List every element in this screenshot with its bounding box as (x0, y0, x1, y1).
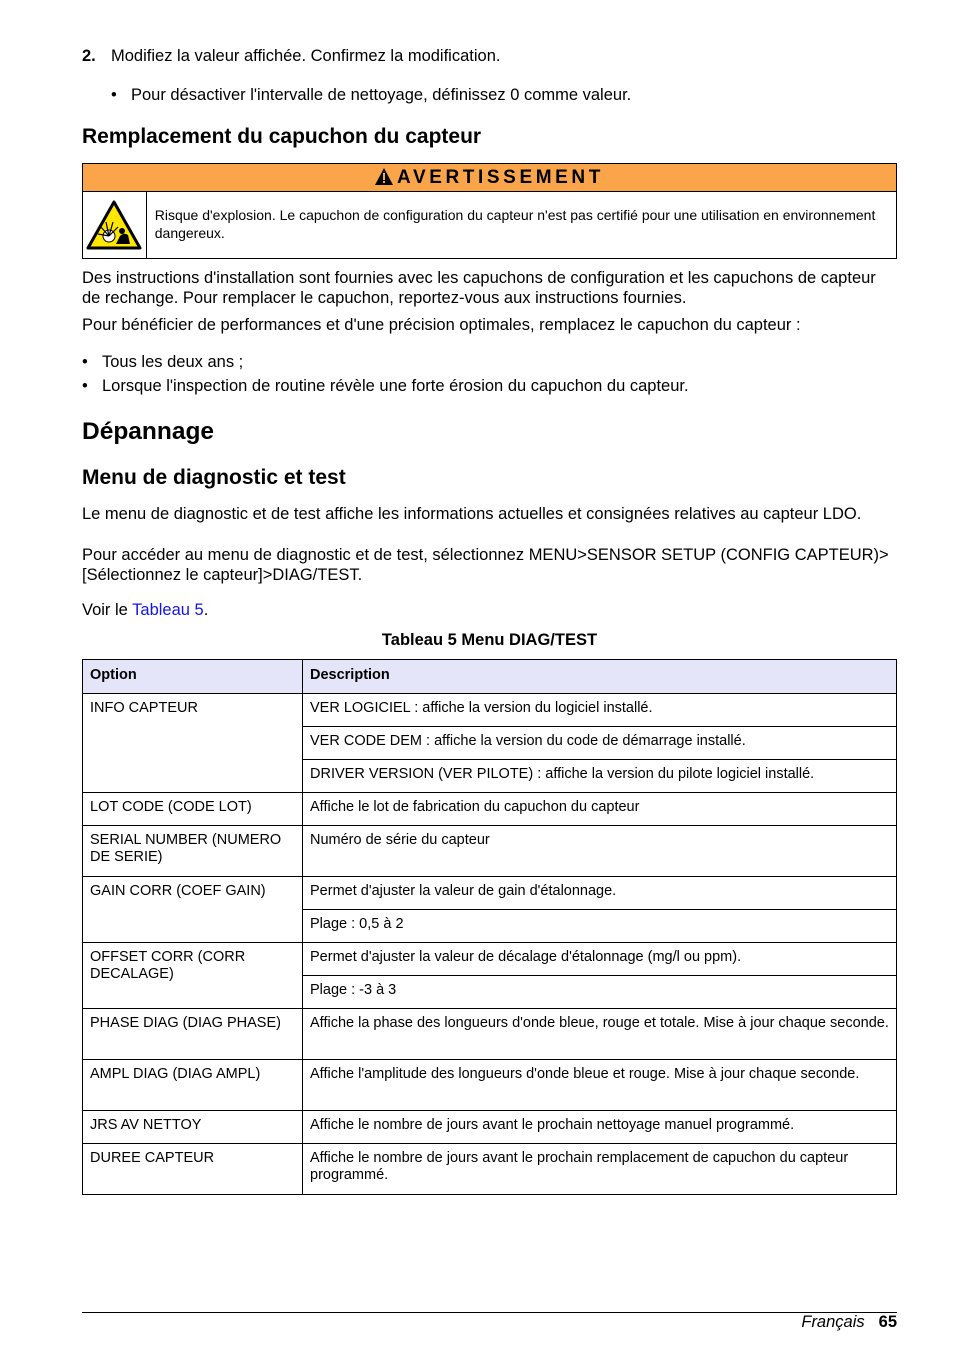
warning-header (83, 164, 896, 192)
table-header-row (83, 660, 897, 694)
description-cell: Affiche le nombre de jours avant le prochain nettoyage manuel programmé. (303, 1111, 897, 1144)
paragraph-performance: Pour bénéficier de performances et d'une précision optimales, remplacez le capuchon du capteur : (82, 316, 801, 334)
chapter-title: Dépannage (82, 418, 215, 445)
description-cell: Permet d'ajuster la valeur de gain d'étalonnage. (303, 877, 897, 910)
table-row (83, 826, 897, 877)
option-cell: SERIAL NUMBER (NUMERO DE SERIE) (83, 826, 303, 877)
table-caption: Tableau 5 Menu DIAG/TEST (381, 631, 598, 649)
description-cell: VER LOGICIEL : affiche la version du logiciel installé. (303, 694, 897, 727)
table-link[interactable]: Tableau 5 (132, 601, 204, 619)
paragraph-diag-intro: Le menu de diagnostic et de test affiche les informations actuelles et consignées relatives au capteur LDO. (82, 505, 862, 523)
warning-label: AVERTISSEMENT (397, 167, 604, 188)
description-cell: Affiche l'amplitude des longueurs d'onde bleue et rouge. Mise à jour chaque seconde. (303, 1060, 897, 1111)
warning-box (82, 163, 897, 259)
description-cell: Numéro de série du capteur (303, 826, 897, 877)
footer-language: Français (801, 1313, 865, 1331)
option-cell: DUREE CAPTEUR (83, 1144, 303, 1195)
diag-test-table (82, 659, 897, 1195)
option-cell: GAIN CORR (COEF GAIN) (83, 877, 303, 943)
warning-triangle-icon (375, 166, 393, 193)
step-text: Modifiez la valeur affichée. Confirmez la modification. (111, 47, 501, 65)
table-row (83, 943, 897, 976)
option-cell: INFO CAPTEUR (83, 694, 303, 793)
page-footer (82, 1312, 897, 1331)
column-header-option: Option (83, 660, 303, 694)
description-cell: VER CODE DEM : affiche la version du code de démarrage installé. (303, 727, 897, 760)
see-table-reference: Voir le Tableau 5. (82, 601, 209, 619)
table-row (83, 1060, 897, 1111)
list-item: • Lorsque l'inspection de routine révèle une forte érosion du capuchon du capteur. (82, 377, 689, 395)
table-row (83, 1111, 897, 1144)
table-row (83, 694, 897, 727)
section-title-replacement: Remplacement du capuchon du capteur (82, 125, 482, 148)
description-cell: Affiche le lot de fabrication du capuchon du capteur (303, 793, 897, 826)
warning-text: Risque d'explosion. Le capuchon de configuration du capteur n'est pas certifié pour une utilisation en environnement dangereux. (154, 207, 876, 241)
description-cell: Affiche la phase des longueurs d'onde bleue, rouge et totale. Mise à jour chaque seconde. (303, 1009, 897, 1060)
section-title-diagnostic: Menu de diagnostic et test (82, 466, 346, 489)
option-cell: OFFSET CORR (CORR DECALAGE) (83, 943, 303, 1009)
table-row (83, 1144, 897, 1195)
option-cell: PHASE DIAG (DIAG PHASE) (83, 1009, 303, 1060)
explosion-hazard-icon (83, 192, 147, 258)
option-cell: AMPL DIAG (DIAG AMPL) (83, 1060, 303, 1111)
description-cell: DRIVER VERSION (VER PILOTE) : affiche la version du pilote logiciel installé. (303, 760, 897, 793)
page-number: 65 (878, 1313, 897, 1331)
procedure-step (82, 47, 500, 66)
step-bullet: • Pour désactiver l'intervalle de nettoyage, définissez 0 comme valeur. (111, 86, 632, 104)
step-number: 2. (82, 47, 96, 65)
option-cell: JRS AV NETTOY (83, 1111, 303, 1144)
description-cell: Plage : 0,5 à 2 (303, 910, 897, 943)
paragraph-instructions: Des instructions d'installation sont fournies avec les capuchons de configuration et les capuchons de capteur de rechange. Pour remplacer le capuchon, reportez-vous aux instructions fournies. (82, 269, 876, 307)
list-item: • Tous les deux ans ; (82, 353, 244, 371)
table-row (83, 1009, 897, 1060)
paragraph-diag-access: Pour accéder au menu de diagnostic et de test, sélectionnez MENU>SENSOR SETUP (CONFIG CAPTEUR)>[Sélectionnez le capteur]>DIAG/TEST. (82, 546, 889, 584)
table-row (83, 877, 897, 910)
description-cell: Permet d'ajuster la valeur de décalage d'étalonnage (mg/l ou ppm). (303, 943, 897, 976)
description-cell: Affiche le nombre de jours avant le prochain remplacement de capuchon du capteur programmé. (303, 1144, 897, 1195)
column-header-description: Description (303, 660, 897, 694)
table-row (83, 793, 897, 826)
description-cell: Plage : -3 à 3 (303, 976, 897, 1009)
option-cell: LOT CODE (CODE LOT) (83, 793, 303, 826)
